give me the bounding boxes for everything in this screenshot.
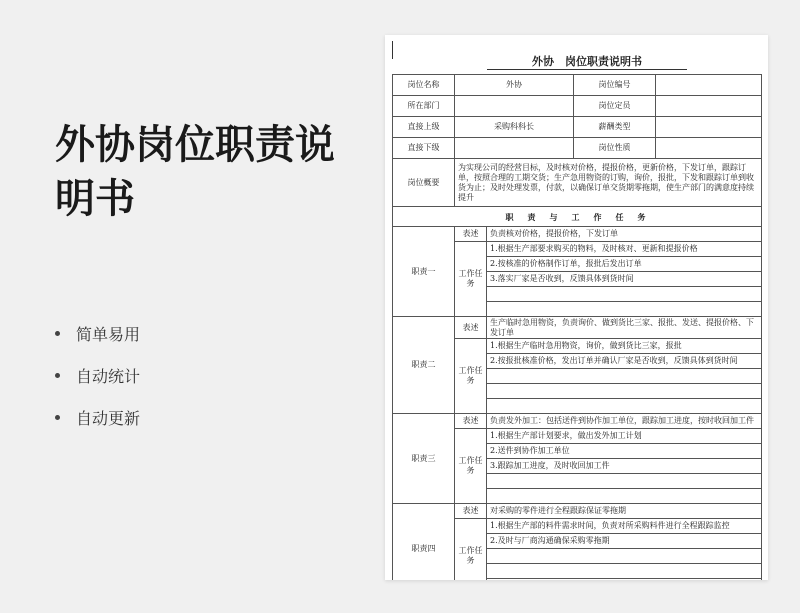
task-text xyxy=(487,564,762,579)
task-text: 2.及时与厂商沟通确保采购零拖期 xyxy=(487,534,762,549)
field-label: 岗位名称 xyxy=(393,75,455,96)
feature-item xyxy=(55,312,140,354)
duty-description: 生产临时急用物资，负责询价、做到货比三家、报批、发送、提报价格、下发订单 xyxy=(487,317,762,339)
task-text: 3.落实厂家是否收到，反馈具体到货时间 xyxy=(487,272,762,287)
task-label: 工作任务 xyxy=(455,339,487,414)
feature-list xyxy=(55,312,140,438)
duty-description: 负责核对价格，提报价格，下发订单 xyxy=(487,227,762,242)
field-label: 岗位定员 xyxy=(574,96,656,117)
field-value xyxy=(455,96,574,117)
document-title: 外协 岗位职责说明书 xyxy=(487,55,687,70)
task-text xyxy=(487,302,762,317)
duty-label: 职责二 xyxy=(393,317,455,414)
task-text: 2.送件到协作加工单位 xyxy=(487,444,762,459)
duty-label: 职责三 xyxy=(393,414,455,504)
info-row xyxy=(393,138,762,159)
field-value: 采购科科长 xyxy=(455,117,574,138)
task-text xyxy=(487,369,762,384)
info-row xyxy=(393,117,762,138)
duty-description: 对采购的零件进行全程跟踪保证零拖期 xyxy=(487,504,762,519)
task-label: 工作任务 xyxy=(455,242,487,317)
duty-label: 职责一 xyxy=(393,227,455,317)
section-header-row xyxy=(393,207,762,227)
duty-description: 负责发外加工：包括送件到协作加工单位，跟踪加工进度，按时收回加工件 xyxy=(487,414,762,429)
feature-label: 自动更新 xyxy=(76,408,141,428)
hero-title: 外协岗位职责说明书 xyxy=(55,122,335,222)
description-label: 表述 xyxy=(455,317,487,339)
field-value xyxy=(656,75,762,96)
task-label: 工作任务 xyxy=(455,429,487,504)
feature-item xyxy=(55,354,140,396)
section-header: 职 责 与 工 作 任 务 xyxy=(393,207,762,227)
task-text xyxy=(487,399,762,414)
bullet-icon xyxy=(55,415,60,420)
field-label: 所在部门 xyxy=(393,96,455,117)
bullet-icon xyxy=(55,331,60,336)
duty-label: 职责四 xyxy=(393,504,455,581)
duty-description-row xyxy=(393,504,762,519)
task-text xyxy=(487,384,762,399)
duty-description-row xyxy=(393,317,762,339)
task-text: 1.根据生产临时急用物资，询价，做到货比三家，报批 xyxy=(487,339,762,354)
overview-row xyxy=(393,159,762,207)
field-label: 薪酬类型 xyxy=(574,117,656,138)
task-text xyxy=(487,579,762,581)
field-label: 直接下级 xyxy=(393,138,455,159)
task-text: 2.按报批核准价格，发出订单并确认厂家是否收到，反馈具体到货时间 xyxy=(487,354,762,369)
document-preview xyxy=(385,35,768,580)
bullet-icon xyxy=(55,373,60,378)
task-text xyxy=(487,489,762,504)
field-label: 岗位编号 xyxy=(574,75,656,96)
field-label: 岗位性质 xyxy=(574,138,656,159)
task-label: 工作任务 xyxy=(455,519,487,581)
margin-mark xyxy=(392,41,393,59)
task-text: 1.根据生产部要求购买的物料，及时核对、更新和提报价格 xyxy=(487,242,762,257)
task-text xyxy=(487,549,762,564)
task-text xyxy=(487,474,762,489)
task-text: 1.根据生产部计划要求，做出发外加工计划 xyxy=(487,429,762,444)
overview-text: 为实现公司的经营目标，及时核对价格，提报价格，更新价格，下发订单，跟踪订单，按照合理的工期交货；生产急用物资的订购，询价，报批，下发和跟踪订单到收货为止；及时处理发票，付款，以确保订单交货期零拖期，使生产部门的满意度持续提升 xyxy=(455,159,762,207)
field-value xyxy=(656,117,762,138)
description-label: 表述 xyxy=(455,504,487,519)
task-text xyxy=(487,287,762,302)
info-row xyxy=(393,96,762,117)
overview-label: 岗位概要 xyxy=(393,159,455,207)
field-label: 直接上级 xyxy=(393,117,455,138)
field-value xyxy=(455,138,574,159)
job-description-table xyxy=(392,74,762,580)
description-label: 表述 xyxy=(455,414,487,429)
field-value: 外协 xyxy=(455,75,574,96)
feature-label: 自动统计 xyxy=(76,366,141,386)
field-value xyxy=(656,138,762,159)
feature-item xyxy=(55,396,140,438)
feature-label: 简单易用 xyxy=(76,324,141,344)
field-value xyxy=(656,96,762,117)
description-label: 表述 xyxy=(455,227,487,242)
info-row xyxy=(393,75,762,96)
task-text: 2.按核准的价格制作订单，报批后发出订单 xyxy=(487,257,762,272)
duty-description-row xyxy=(393,227,762,242)
task-text: 3.跟踪加工进度，及时收回加工件 xyxy=(487,459,762,474)
task-text: 1.根据生产部的料件需求时间，负责对所采购料件进行全程跟踪监控 xyxy=(487,519,762,534)
duty-description-row xyxy=(393,414,762,429)
